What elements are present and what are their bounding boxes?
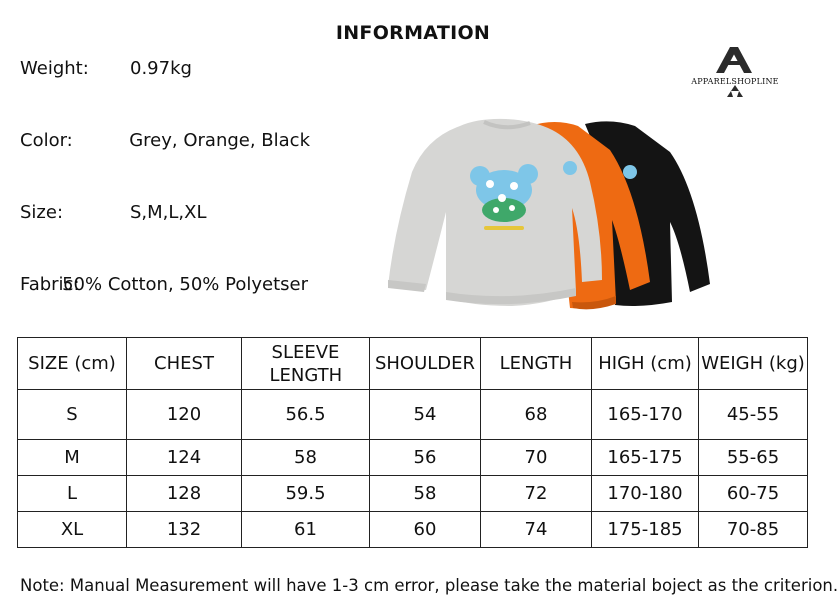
- color-label: Color:: [20, 130, 73, 151]
- table-cell: 45-55: [699, 390, 808, 440]
- header-shoulder: SHOULDER: [370, 338, 481, 390]
- table-cell: 61: [242, 512, 370, 548]
- table-header-row: [18, 338, 808, 390]
- table-cell: 56: [370, 440, 481, 476]
- table-row: [18, 512, 808, 548]
- header-high: HIGH (cm): [592, 338, 699, 390]
- size-label: Size:: [20, 202, 64, 223]
- brand-logo-icon: [690, 45, 780, 107]
- table-cell: L: [18, 476, 127, 512]
- table-cell: M: [18, 440, 127, 476]
- brand-name: APPARELSHOPLINE: [691, 77, 779, 86]
- table-cell: 60: [370, 512, 481, 548]
- table-cell: 175-185: [592, 512, 699, 548]
- color-value: Grey, Orange, Black: [129, 130, 310, 151]
- table-cell: 170-180: [592, 476, 699, 512]
- weight-value: 0.97kg: [130, 58, 192, 79]
- weight-label: Weight:: [20, 58, 89, 79]
- table-cell: 54: [370, 390, 481, 440]
- table-cell: 132: [127, 512, 242, 548]
- table-cell: 124: [127, 440, 242, 476]
- table-cell: 120: [127, 390, 242, 440]
- header-length: LENGTH: [481, 338, 592, 390]
- page-title: INFORMATION: [335, 22, 491, 44]
- table-cell: 68: [481, 390, 592, 440]
- table-cell: 165-175: [592, 440, 699, 476]
- table-cell: 74: [481, 512, 592, 548]
- table-cell: S: [18, 390, 127, 440]
- measurement-note: Note: Manual Measurement will have 1-3 cm error, please take the material boject as the criterion.: [20, 576, 838, 595]
- table-cell: 128: [127, 476, 242, 512]
- header-size: SIZE (cm): [18, 338, 127, 390]
- table-cell: XL: [18, 512, 127, 548]
- table-cell: 60-75: [699, 476, 808, 512]
- table-row: [18, 390, 808, 440]
- fabric-label: Fabric:: [20, 274, 80, 295]
- size-value: S,M,L,XL: [130, 202, 207, 223]
- header-weigh: WEIGH (kg): [699, 338, 808, 390]
- table-cell: 58: [242, 440, 370, 476]
- header-sleeve-length: SLEEVE LENGTH: [242, 338, 370, 390]
- product-image: [380, 112, 720, 317]
- table-cell: 72: [481, 476, 592, 512]
- table-cell: 58: [370, 476, 481, 512]
- table-row: [18, 440, 808, 476]
- header-chest: CHEST: [127, 338, 242, 390]
- table-cell: 59.5: [242, 476, 370, 512]
- table-cell: 165-170: [592, 390, 699, 440]
- table-cell: 70-85: [699, 512, 808, 548]
- table-cell: 56.5: [242, 390, 370, 440]
- fabric-value: 50% Cotton, 50% Polyetser: [62, 274, 308, 295]
- table-cell: 70: [481, 440, 592, 476]
- table-row: [18, 476, 808, 512]
- size-chart-table: [17, 337, 808, 548]
- table-cell: 55-65: [699, 440, 808, 476]
